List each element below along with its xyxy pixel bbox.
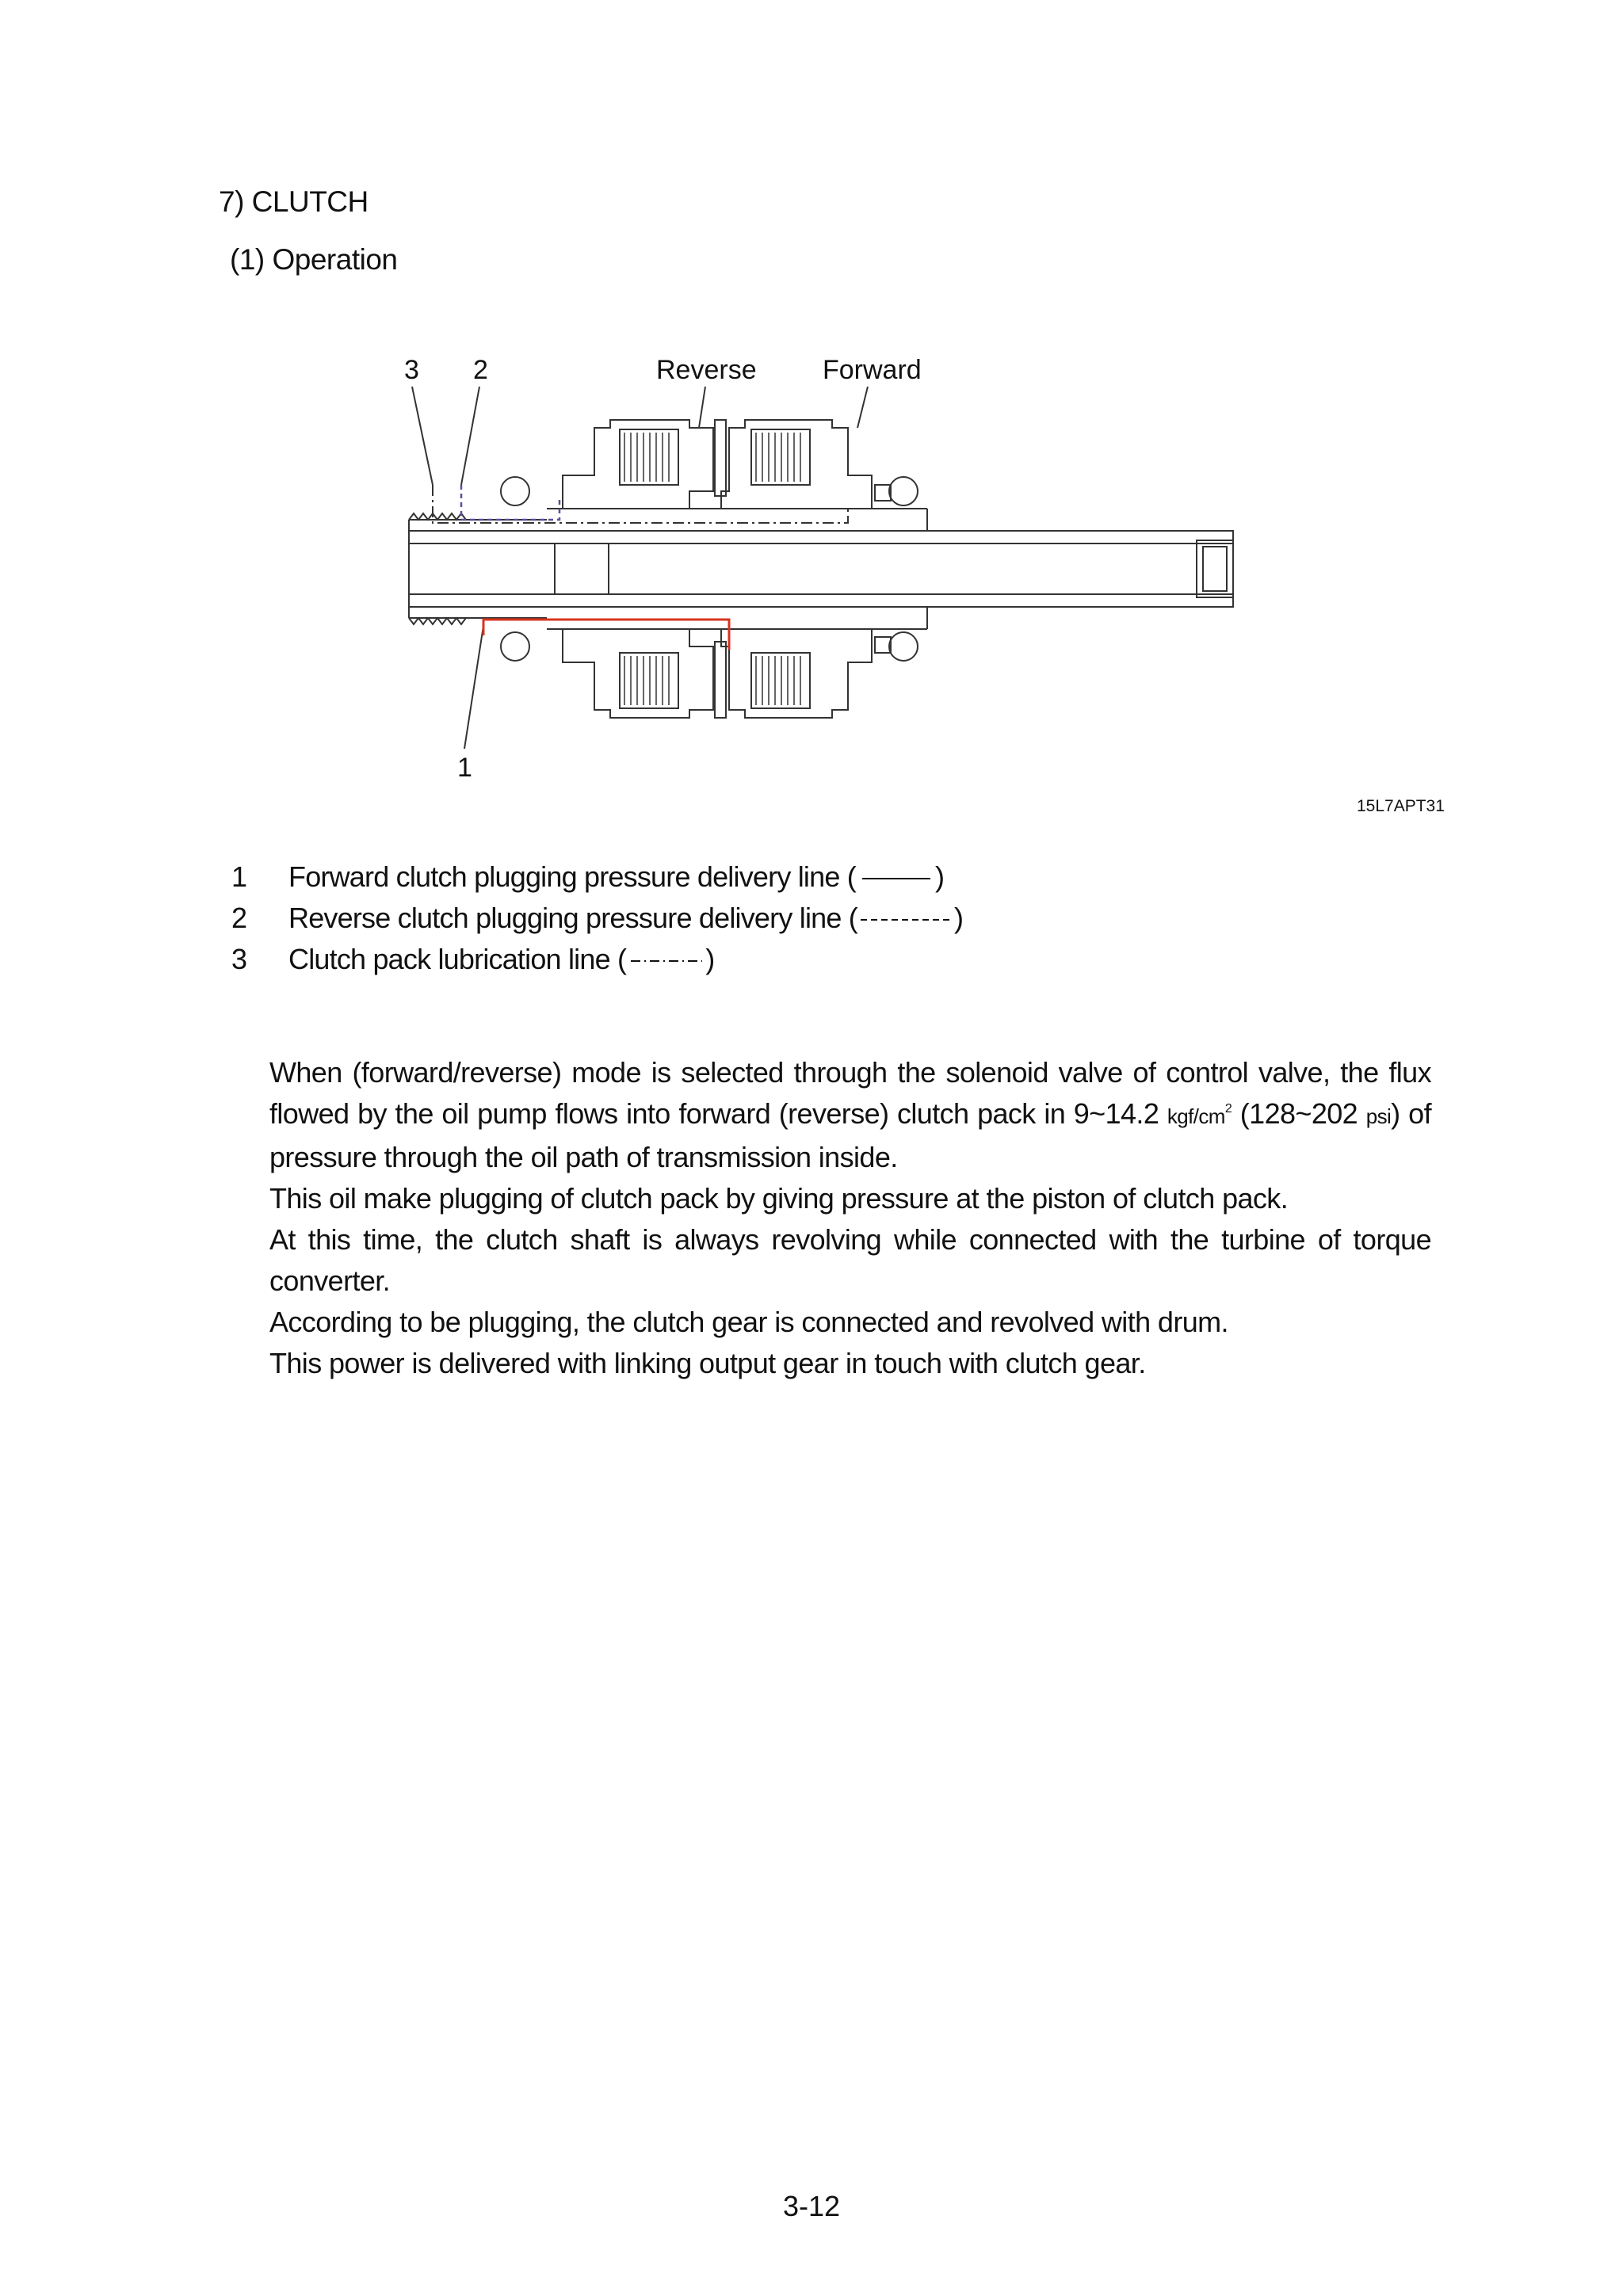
callout-3: 3 <box>404 355 419 385</box>
clutch-shaft <box>409 509 1233 629</box>
figure-code: 15L7APT31 <box>1357 797 1445 815</box>
legend-text: Clutch pack lubrication line ( <box>288 943 627 975</box>
body-text <box>269 1052 1431 1384</box>
dash-dot-line-glyph <box>626 953 705 969</box>
paragraph-output-gear: This power is delivered with linking output gear in touch with clutch gear. <box>269 1347 1146 1379</box>
callout-1: 1 <box>457 753 472 783</box>
callout-2: 2 <box>473 355 488 385</box>
clutch-housings-upper <box>501 420 918 509</box>
label-reverse: Reverse <box>656 355 757 385</box>
paragraph-piston: This oil make plugging of clutch pack by giving pressure at the piston of clutch pack. <box>269 1182 1289 1215</box>
leader-lines <box>412 387 868 749</box>
page-number: 3-12 <box>782 2190 841 2222</box>
clutch-housings-lower <box>501 629 918 718</box>
legend-number: 1 <box>231 860 247 893</box>
legend-text-end: ) <box>934 860 945 893</box>
lubrication-line <box>433 485 848 523</box>
section-title: 7) CLUTCH <box>219 185 369 218</box>
dashed-line-glyph <box>857 912 954 928</box>
label-forward: Forward <box>823 355 922 385</box>
paragraph-drum: According to be plugging, the clutch gear is connected and revolved with drum. <box>269 1306 1228 1338</box>
forward-pressure-line <box>483 620 729 650</box>
reverse-pressure-line <box>461 485 559 520</box>
paragraph-flux: When (forward/reverse) mode is selected through the solenoid valve of control valve, the flux flowed by the oil pump flows into forward (reverse) clutch pack in 9~14.2 kgf/$cm^2$ (128~202 psi) of pressure through the oil path of transmission inside. <box>269 1056 1431 1173</box>
legend-text-end: ) <box>705 943 715 975</box>
legend-text: Forward clutch plugging pressure delivery line ( <box>288 860 856 893</box>
legend-number: 2 <box>231 902 247 934</box>
legend-text: Reverse clutch plugging pressure delivery line ( <box>288 902 857 934</box>
legend-number: 3 <box>231 943 247 975</box>
paragraph-shaft: At this time, the clutch shaft is always revolving while connected with the turbine of torque converter. <box>269 1223 1431 1297</box>
solid-line-glyph <box>856 871 935 887</box>
legend-text-end: ) <box>953 902 964 934</box>
section-subtitle: (1) Operation <box>230 243 398 276</box>
clutch-cross-section-diagram <box>372 341 1292 784</box>
